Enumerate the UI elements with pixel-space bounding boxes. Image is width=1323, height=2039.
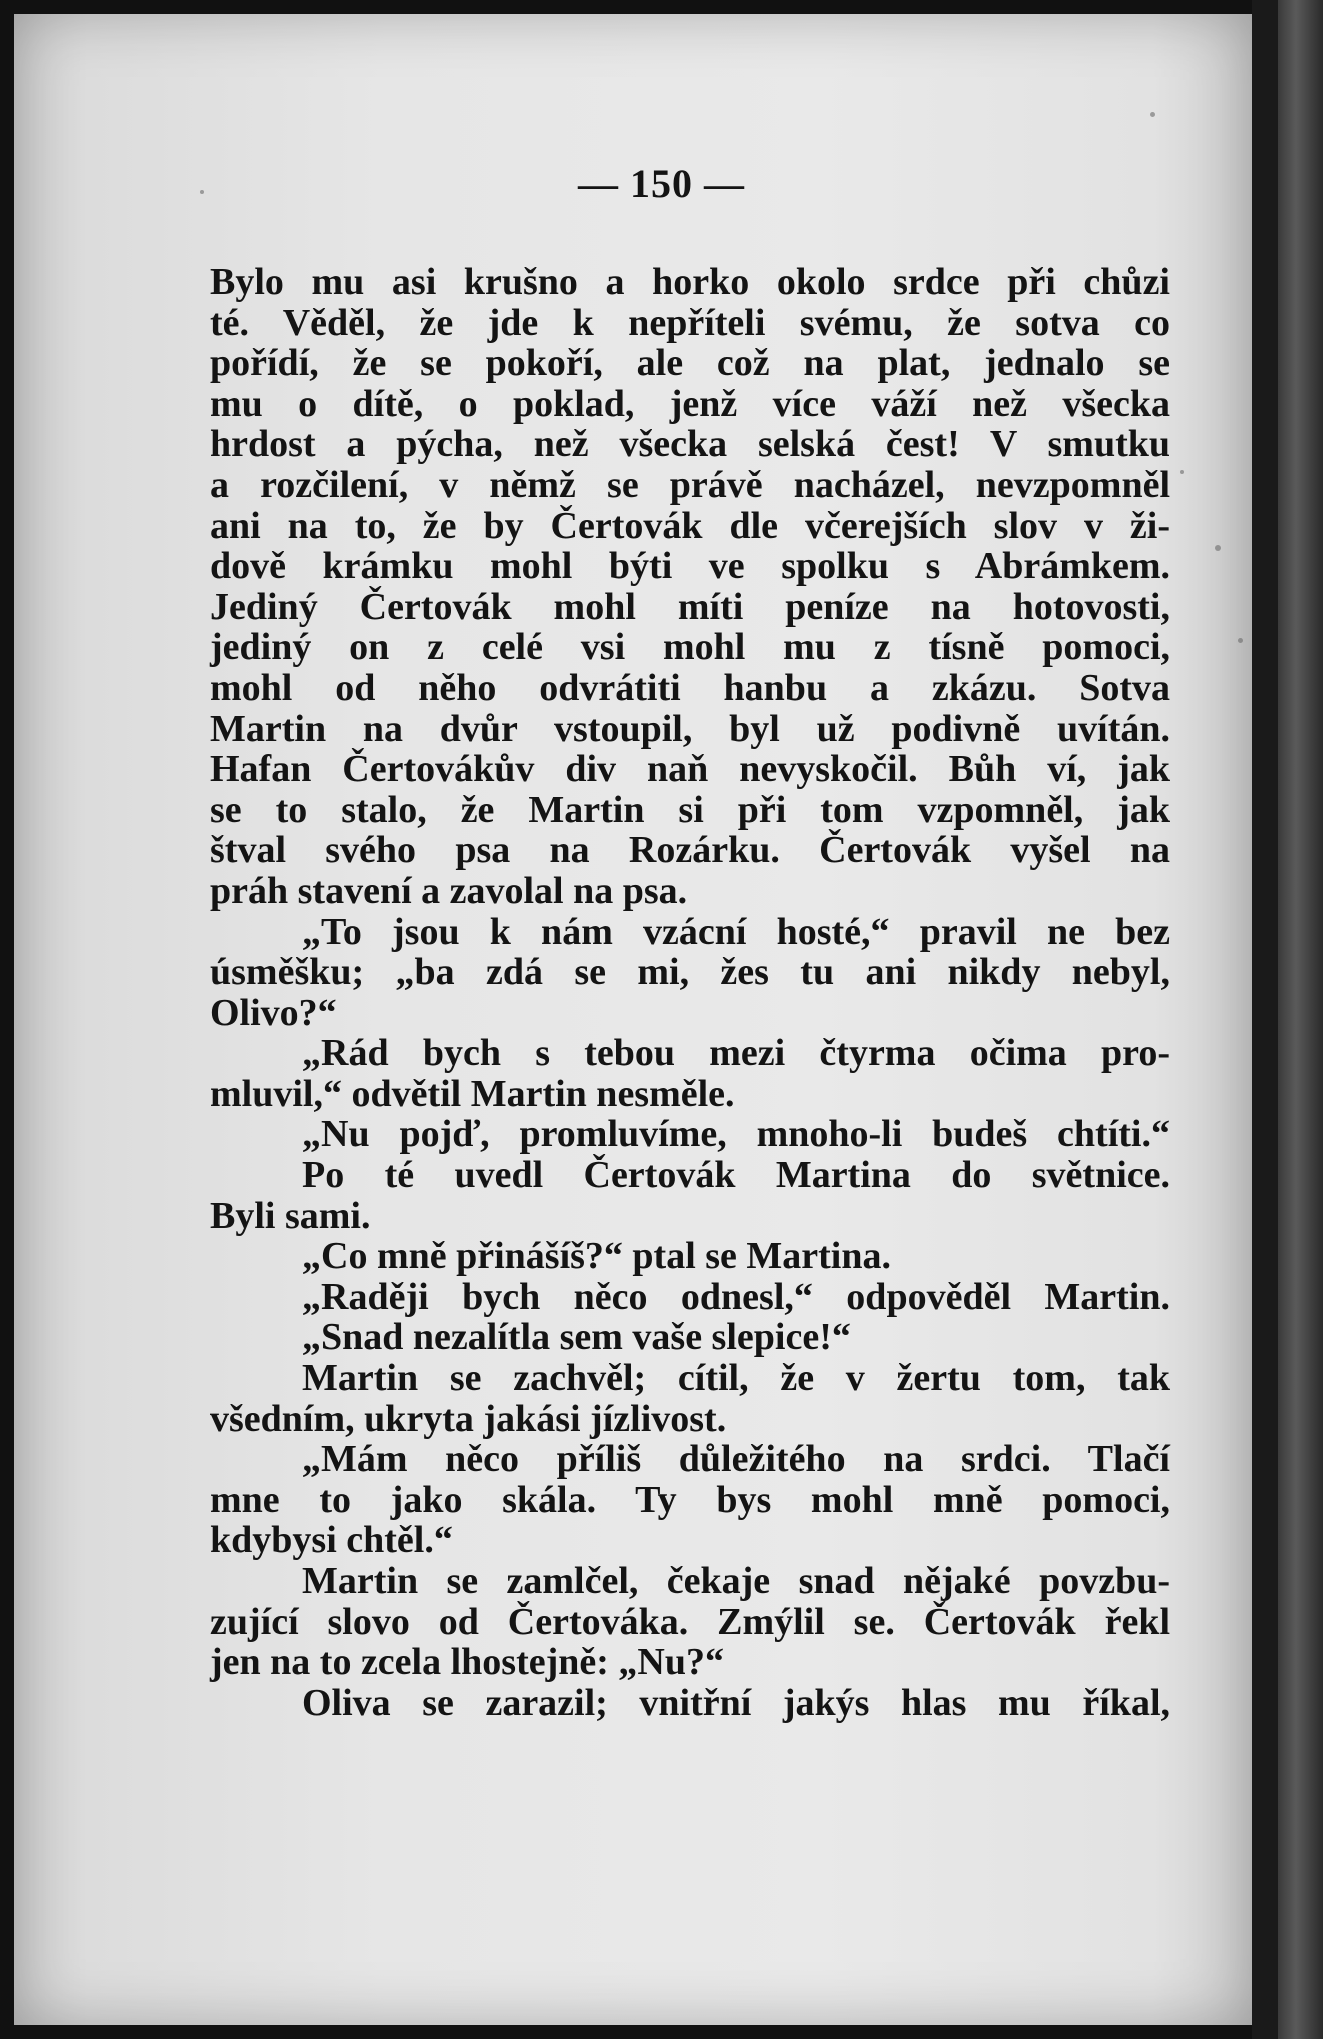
text-line: „Nu pojď, promluvíme, mnoho-li budeš chtíti.“ <box>302 1113 1170 1156</box>
text-line: „Rád bych s tebou mezi čtyrma očima pro- <box>302 1032 1170 1075</box>
text-line: mne to jako skála. Ty bys mohl mně pomoci, <box>210 1478 1170 1521</box>
text-line: Po té uvedl Čertovák Martina do světnice. <box>302 1154 1170 1197</box>
scanner-border <box>1278 0 1323 2039</box>
text-line: Martin na dvůr vstoupil, byl už podivně uvítán. <box>210 707 1170 750</box>
text-line: všedním, ukryta jakási jízlivost. <box>210 1397 727 1440</box>
text-line: jen na to zcela lhostejně: „Nu?“ <box>210 1641 724 1684</box>
text-line: ani na to, že by Čertovák dle včerejších slov v ži- <box>210 504 1170 547</box>
text-line: hrdost a pýcha, než všecka selská čest! V smutku <box>210 423 1170 466</box>
text-line: štval svého psa na Rozárku. Čertovák vyšel na <box>210 829 1170 872</box>
body-text <box>210 262 1170 1723</box>
text-line: Jediný Čertovák mohl míti peníze na hotovosti, <box>210 585 1170 628</box>
text-line: úsměšku; „ba zdá se mi, žes tu ani nikdy nebyl, <box>210 951 1170 994</box>
paper-speck <box>1238 638 1243 643</box>
text-line: Martin se zamlčel, čekaje snad nějaké povzbu- <box>302 1560 1170 1602</box>
text-line: se to stalo, že Martin si při tom vzpomněl, jak <box>210 788 1170 831</box>
text-line: mu o dítě, o poklad, jenž více váží než všecka <box>210 382 1170 425</box>
text-line: zující slovo od Čertováka. Zmýlil se. Čertovák řekl <box>210 1600 1170 1643</box>
text-line: mluvil,“ odvětil Martin nesměle. <box>210 1072 735 1115</box>
text-line: té. Věděl, že jde k nepříteli svému, že sotva co <box>210 301 1170 344</box>
text-line: a rozčilení, v němž se právě nacházel, nevzpomněl <box>210 463 1170 506</box>
text-line: jediný on z celé vsi mohl mu z tísně pomoci, <box>210 626 1170 669</box>
text-line: Oliva se zarazil; vnitřní jakýs hlas mu říkal, <box>302 1681 1170 1724</box>
text-line: „Mám něco příliš důležitého na srdci. Tlačí <box>302 1438 1170 1481</box>
text-line: mohl od něho odvrátiti hanbu a zkázu. Sotva <box>210 666 1170 709</box>
text-line: „Raději bych něco odnesl,“ odpověděl Martin. <box>302 1275 1170 1318</box>
text-line: pořídí, že se pokoří, ale což na plat, jednalo se <box>210 342 1170 385</box>
paper-speck <box>1150 112 1155 117</box>
text-line: kdybysi chtěl.“ <box>210 1519 453 1562</box>
text-line: „Snad nezalítla sem vaše slepice!“ <box>302 1316 851 1359</box>
text-line: Olivo?“ <box>210 991 337 1034</box>
page-edge-shadow <box>1252 0 1278 2039</box>
text-line: dově krámku mohl býti ve spolku s Abrámkem. <box>210 545 1170 588</box>
text-line: Bylo mu asi krušno a horko okolo srdce při chůzi <box>210 261 1170 303</box>
text-line: „Co mně přinášíš?“ ptal se Martina. <box>302 1235 891 1278</box>
text-line: Byli sami. <box>210 1194 371 1237</box>
paper-speck <box>1180 470 1184 474</box>
text-line: Martin se zachvěl; cítil, že v žertu tom, tak <box>302 1357 1170 1400</box>
paper-speck <box>1215 545 1221 551</box>
text-line: Hafan Čertovákův div naň nevyskočil. Bůh ví, jak <box>210 748 1170 791</box>
text-line: „To jsou k nám vzácní hosté,“ pravil ne bez <box>302 910 1170 953</box>
text-line: práh stavení a zavolal na psa. <box>210 869 688 912</box>
page-number: — 150 — <box>578 161 745 206</box>
